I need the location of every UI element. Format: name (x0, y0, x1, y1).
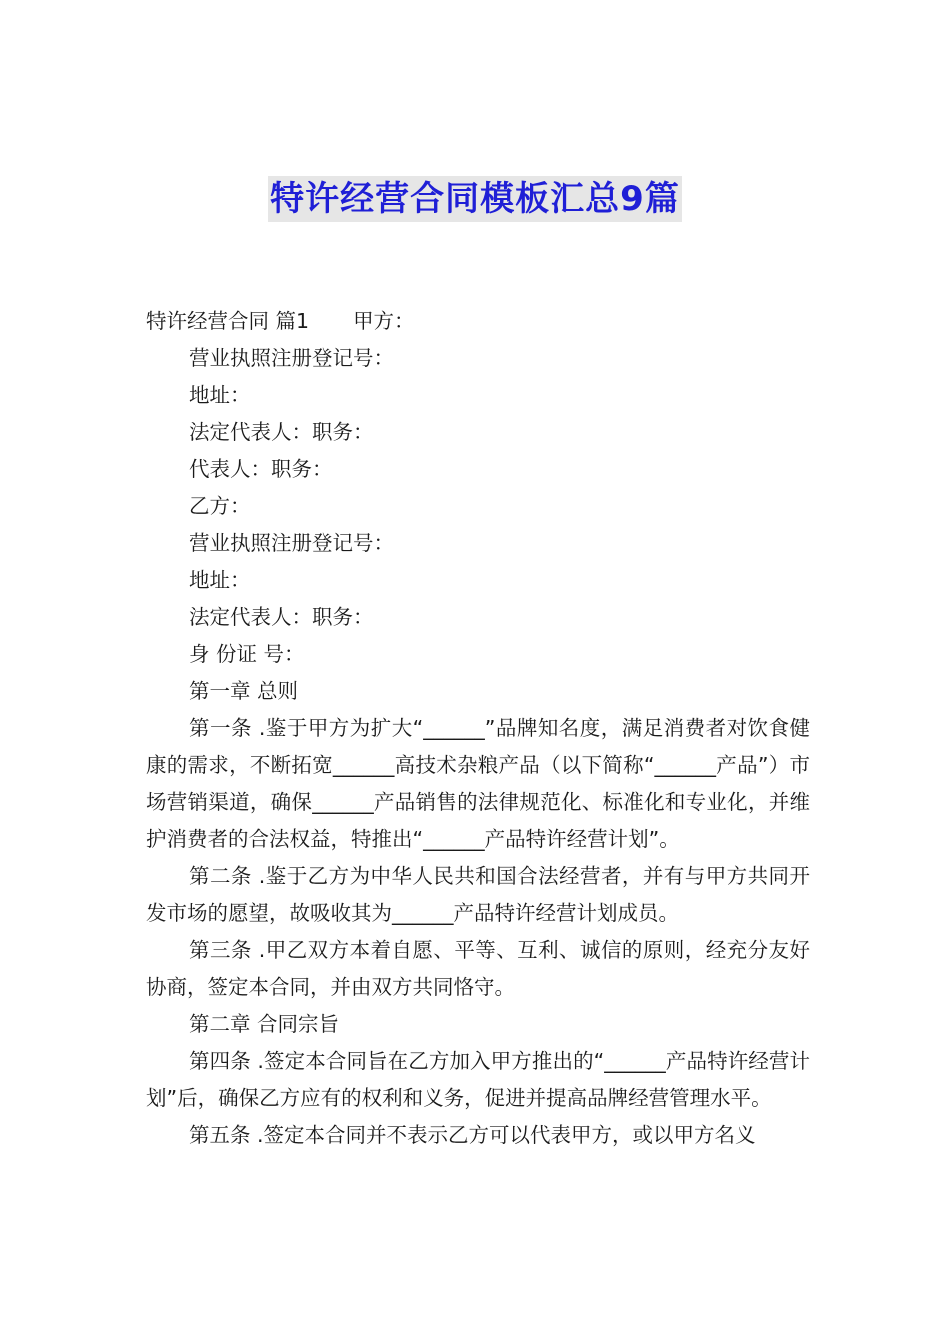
party-a-representative-line: 代表人：职务： (189, 457, 333, 481)
document-title-text: 特许经营合同模板汇总9篇 (268, 176, 682, 222)
document-body (146, 303, 810, 1154)
contract-heading: 特许经营合同 篇1 (146, 309, 310, 333)
chapter-2-heading: 第二章 合同宗旨 (189, 1012, 340, 1036)
chapter-1-heading: 第一章 总则 (189, 679, 299, 703)
party-a-license-line: 营业执照注册登记号： (189, 346, 394, 370)
party-a-address-line: 地址： (189, 383, 251, 407)
party-b-license-line: 营业执照注册登记号： (189, 531, 394, 555)
article-4: 第四条 .签定本合同旨在乙方加入甲方推出的“______产品特许经营计划”后，确保乙方应有的权利和义务，促进并提高品牌经营管理水平。 (146, 1049, 810, 1110)
party-a-label: 甲方： (353, 309, 415, 333)
article-3: 第三条 .甲乙双方本着自愿、平等、互利、诚信的原则，经充分友好协商，签定本合同，并由双方共同恪守。 (146, 938, 810, 999)
party-b-label: 乙方： (189, 494, 251, 518)
article-5: 第五条 .签定本合同并不表示乙方可以代表甲方，或以甲方名义 (189, 1123, 756, 1147)
party-a-legal-rep-line: 法定代表人：职务： (189, 420, 374, 444)
party-b-address-line: 地址： (189, 568, 251, 592)
party-b-legal-rep-line: 法定代表人：职务： (189, 605, 374, 629)
article-1: 第一条 .鉴于甲方为扩大“______”品牌知名度，满足消费者对饮食健康的需求，不断拓宽______高技术杂粮产品（以下简称“______产品”）市场营销渠道，确保______产品销售的法律规范化、标准化和专业化，并维护消费者的合法权益，特推出“______产品特许经营计划”。 (146, 716, 810, 851)
document-title (0, 176, 950, 222)
article-2: 第二条 .鉴于乙方为中华人民共和国合法经营者，并有与甲方共同开发市场的愿望，故吸收其为______产品特许经营计划成员。 (146, 864, 810, 925)
party-b-id-number-line: 身 份证 号： (189, 642, 305, 666)
contract-intro-line (146, 303, 810, 340)
